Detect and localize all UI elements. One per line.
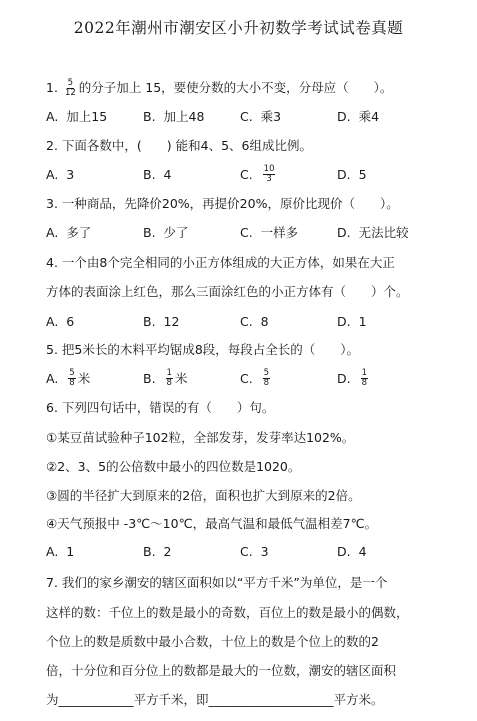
option-d: D. 5: [337, 166, 367, 182]
fraction: $\frac{5}{12}$: [64, 77, 76, 98]
option-a: A. 1: [46, 543, 75, 559]
question-7-line-3: 个位上的数是质数中最小合数，十位上的数是个位上的数的2: [46, 634, 379, 649]
option-c: C. $\frac{10}{3}$: [240, 163, 275, 184]
option-a: A. 多了: [46, 224, 92, 240]
option-b: B. 4: [143, 166, 172, 182]
option-d: D. 4: [337, 543, 367, 559]
option-a: A. 6: [46, 313, 75, 329]
option-b: B. $\frac{1}{8}$ 米: [143, 367, 188, 388]
statement-1: ①某豆苗试验种子102粒，全部发芽，发芽率达102%。: [46, 430, 355, 445]
question-text: 的分子加上 15，要使分数的大小不变，分母应（ ）。: [78, 80, 393, 95]
question-6: 6. 下列四句话中，错误的有（ ）句。: [46, 400, 275, 415]
statement-3: ③圆的半径扩大到原来的2倍，面积也扩大到原来的2倍。: [46, 488, 361, 503]
question-2: 2. 下面各数中，( ) 能和4、5、6组成比例。: [46, 138, 312, 153]
fraction: $\frac{10}{3}$: [263, 163, 275, 184]
option-d: D. 乘4: [337, 108, 380, 124]
option-b: B. 12: [143, 313, 180, 329]
question-4-line-2: 方体的表面涂上红色，那么三面涂红色的小正方体有（ ）个。: [46, 284, 409, 299]
fraction: $\frac{5}{8}$: [69, 367, 75, 388]
option-d: D. $\frac{1}{8}$: [337, 367, 367, 388]
fraction: $\frac{1}{8}$: [166, 367, 172, 388]
question-4-line-1: 4. 一个由8个完全相同的小正方体组成的大正方体，如果在大正: [46, 255, 395, 270]
option-a: A. 3: [46, 166, 75, 182]
question-7-line-1: 7. 我们的家乡潮安的辖区面积如以“平方千米”为单位，是一个: [46, 575, 388, 590]
option-c: C. $\frac{5}{8}$: [240, 367, 270, 388]
options-q2: [46, 161, 466, 187]
statement-2: ②2、3、5的公倍数中最小的四位数是1020。: [46, 459, 301, 474]
statement-4: ④天气预报中 -3℃～10℃，最高气温和最低气温相差7℃。: [46, 516, 378, 531]
options-q3: [46, 219, 466, 245]
fraction: $\frac{1}{8}$: [361, 367, 367, 388]
option-a: A. 加上15: [46, 108, 108, 124]
fraction: $\frac{5}{8}$: [263, 367, 270, 388]
question-7-line-5: 为____________平方千米，即____________________平方米。: [46, 692, 384, 707]
option-b: B. 加上48: [143, 108, 205, 124]
option-b: B. 2: [143, 543, 172, 559]
question-1: [46, 75, 392, 101]
option-c: C. 8: [240, 313, 269, 329]
page-title: 2022年潮州市潮安区小升初数学考试试卷真题: [73, 19, 404, 37]
question-7-line-4: 倍，十分位和百分位上的数都是最大的一位数，潮安的辖区面积: [46, 663, 397, 678]
option-c: C. 一样多: [240, 224, 299, 240]
option-d: D. 无法比较: [337, 224, 409, 240]
option-a: A. $\frac{5}{8}$ 米: [46, 367, 91, 388]
option-c: C. 乘3: [240, 108, 282, 124]
question-5: 5. 把5米长的木料平均锯成8段，每段占全长的（ ）。: [46, 342, 360, 357]
question-7-line-2: 这样的数：千位上的数是最小的奇数，百位上的数是最小的偶数，: [46, 605, 409, 620]
option-b: B. 少了: [143, 224, 189, 240]
question-3: 3. 一种商品，先降价20%，再提价20%，原价比现价（ ）。: [46, 196, 399, 211]
question-number: 1.: [46, 80, 58, 95]
option-c: C. 3: [240, 543, 269, 559]
options-q1: [46, 103, 466, 129]
option-d: D. 1: [337, 313, 367, 329]
options-q5: [46, 365, 466, 391]
options-q6: [46, 538, 466, 564]
options-q4: [46, 308, 466, 334]
